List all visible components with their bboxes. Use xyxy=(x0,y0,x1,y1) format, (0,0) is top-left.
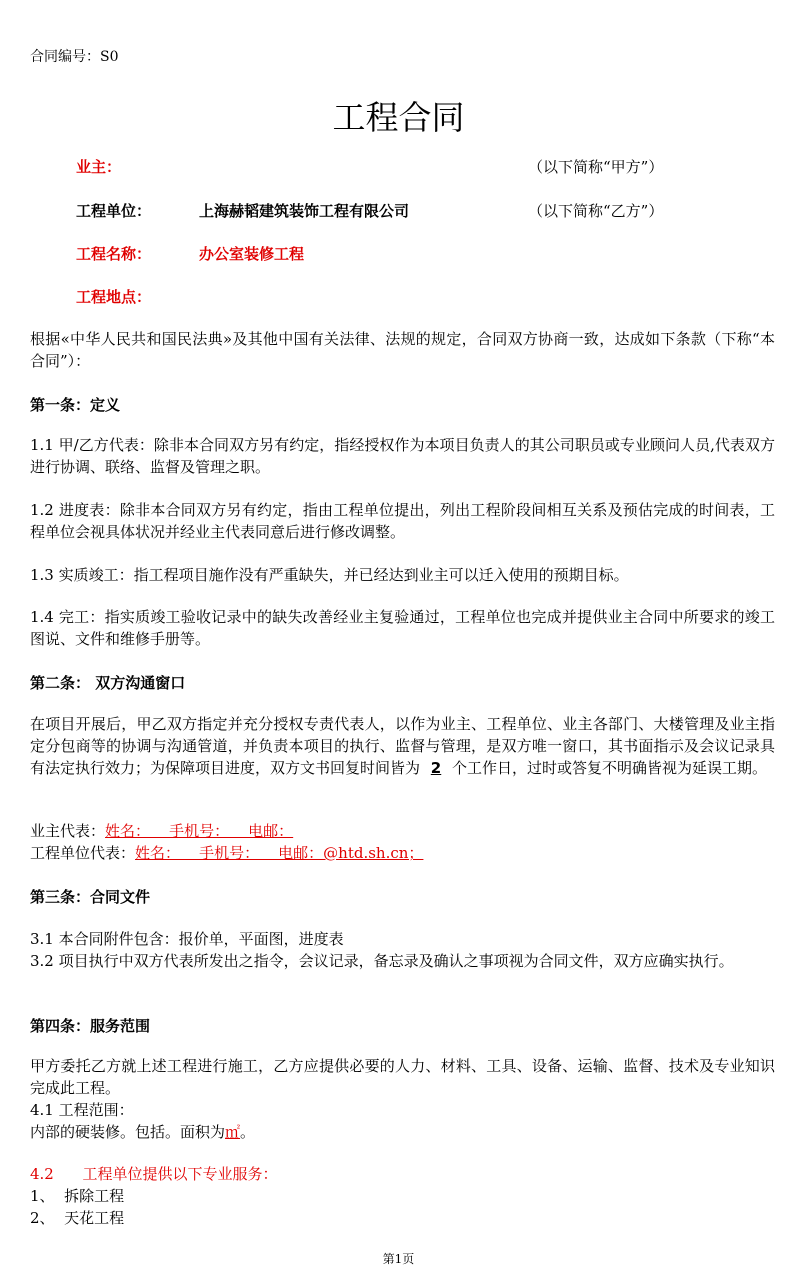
article1-clause4: 1.4 完工：指实质竣工验收记录中的缺失改善经业主复验通过，工程单位也完成并提供业主合同中所要求的竣工图说、文件和维修手册等。 xyxy=(30,608,775,648)
article4-intro: 甲方委托乙方就上述工程进行施工，乙方应提供必要的人力、材料、工具、设备、运输、监督、技术及专业知识完成此工程。 xyxy=(30,1057,775,1097)
project-name-value: 办公室装修工程 xyxy=(199,245,305,263)
article2-heading: 第二条： 双方沟通窗口 xyxy=(30,674,186,692)
project-name-label: 工程名称： xyxy=(76,245,152,263)
owner-note: （以下简称“甲方”） xyxy=(528,158,664,176)
article3-heading: 第三条：合同文件 xyxy=(30,888,151,906)
page-footer: 第1页 xyxy=(382,1252,415,1266)
intro-paragraph: 根据«中华人民共和国民法典»及其他中国有关法律、法规的规定，合同双方协商一致，达成如下条款（下称“本合同”）： xyxy=(30,330,775,370)
article4-clause1-text xyxy=(30,1121,255,1143)
article4-heading: 第四条：服务范围 xyxy=(30,1017,151,1035)
article1-clause2: 1.2 进度表：除非本合同双方另有约定，指由工程单位提出，列出工程阶段间相互关系及预估完成的时间表，工程单位会视具体状况并经业主代表同意后进行修改调整。 xyxy=(30,501,775,541)
scope-period: 。 xyxy=(240,1123,256,1141)
article3-clause1: 3.1 本合同附件包含：报价单，平面图，进度表 xyxy=(30,930,344,948)
article3-clause2: 3.2 项目执行中双方代表所发出之指令，会议记录，备忘录及确认之事项视为合同文件，双方应确实执行。 xyxy=(30,952,734,970)
article1-clause3: 1.3 实质竣工：指工程项目施作没有严重缺失，并已经达到业主可以迁入使用的预期目标。 xyxy=(30,566,629,584)
article4-clause1-title: 4.1 工程范围： xyxy=(30,1101,134,1119)
contract-number: 合同编号：S0 xyxy=(30,49,119,65)
contractor-rep-line xyxy=(30,842,423,864)
article4-clause2-title: 4.2 工程单位提供以下专业服务： xyxy=(30,1165,278,1183)
service-item-1: 1、 拆除工程 xyxy=(30,1187,125,1205)
owner-rep-label: 业主代表： xyxy=(30,822,106,840)
area-unit: ㎡ xyxy=(225,1123,241,1141)
reply-days: 2 xyxy=(430,759,442,777)
article1-heading: 第一条：定义 xyxy=(30,396,121,414)
contractor-rep-label: 工程单位代表： xyxy=(30,844,136,862)
article1-clause1: 1.1 甲/乙方代表：除非本合同双方另有约定，指经授权作为本项目负责人的其公司职员或专业顾问人员,代表双方进行协调、联络、监督及管理之职。 xyxy=(30,436,775,476)
owner-label: 业主： xyxy=(76,158,122,176)
contractor-rep-value: 姓名： 手机号： 电邮：@htd.sh.cn； xyxy=(135,844,424,862)
owner-rep-value: 姓名： 手机号： 电邮： xyxy=(105,822,294,840)
article2-text-before: 在项目开展后，甲乙双方指定并充分授权专责代表人，以作为业主、工程单位、业主各部门、大楼管理及业主指定分包商等的协调与沟通管道，并负责本项目的执行、监督与管理，是双方唯一窗口，其书面指示及会议记录具有法定执行效力；为保障项目进度，双方文书回复时间皆为 xyxy=(30,715,775,777)
service-item-2: 2、 天花工程 xyxy=(30,1209,125,1227)
contractor-note: （以下简称“乙方”） xyxy=(528,202,664,220)
location-label: 工程地点： xyxy=(76,288,152,306)
owner-rep-line xyxy=(30,820,293,842)
scope-text: 内部的硬装修。包括。面积为 xyxy=(30,1123,226,1141)
document-title: 工程合同 xyxy=(332,98,465,137)
contractor-value: 上海赫韬建筑装饰工程有限公司 xyxy=(199,202,410,220)
article2-paragraph xyxy=(30,713,775,779)
article2-text-after: 个工作日，过时或答复不明确皆视为延误工期。 xyxy=(452,759,768,777)
contractor-label: 工程单位： xyxy=(76,202,152,220)
